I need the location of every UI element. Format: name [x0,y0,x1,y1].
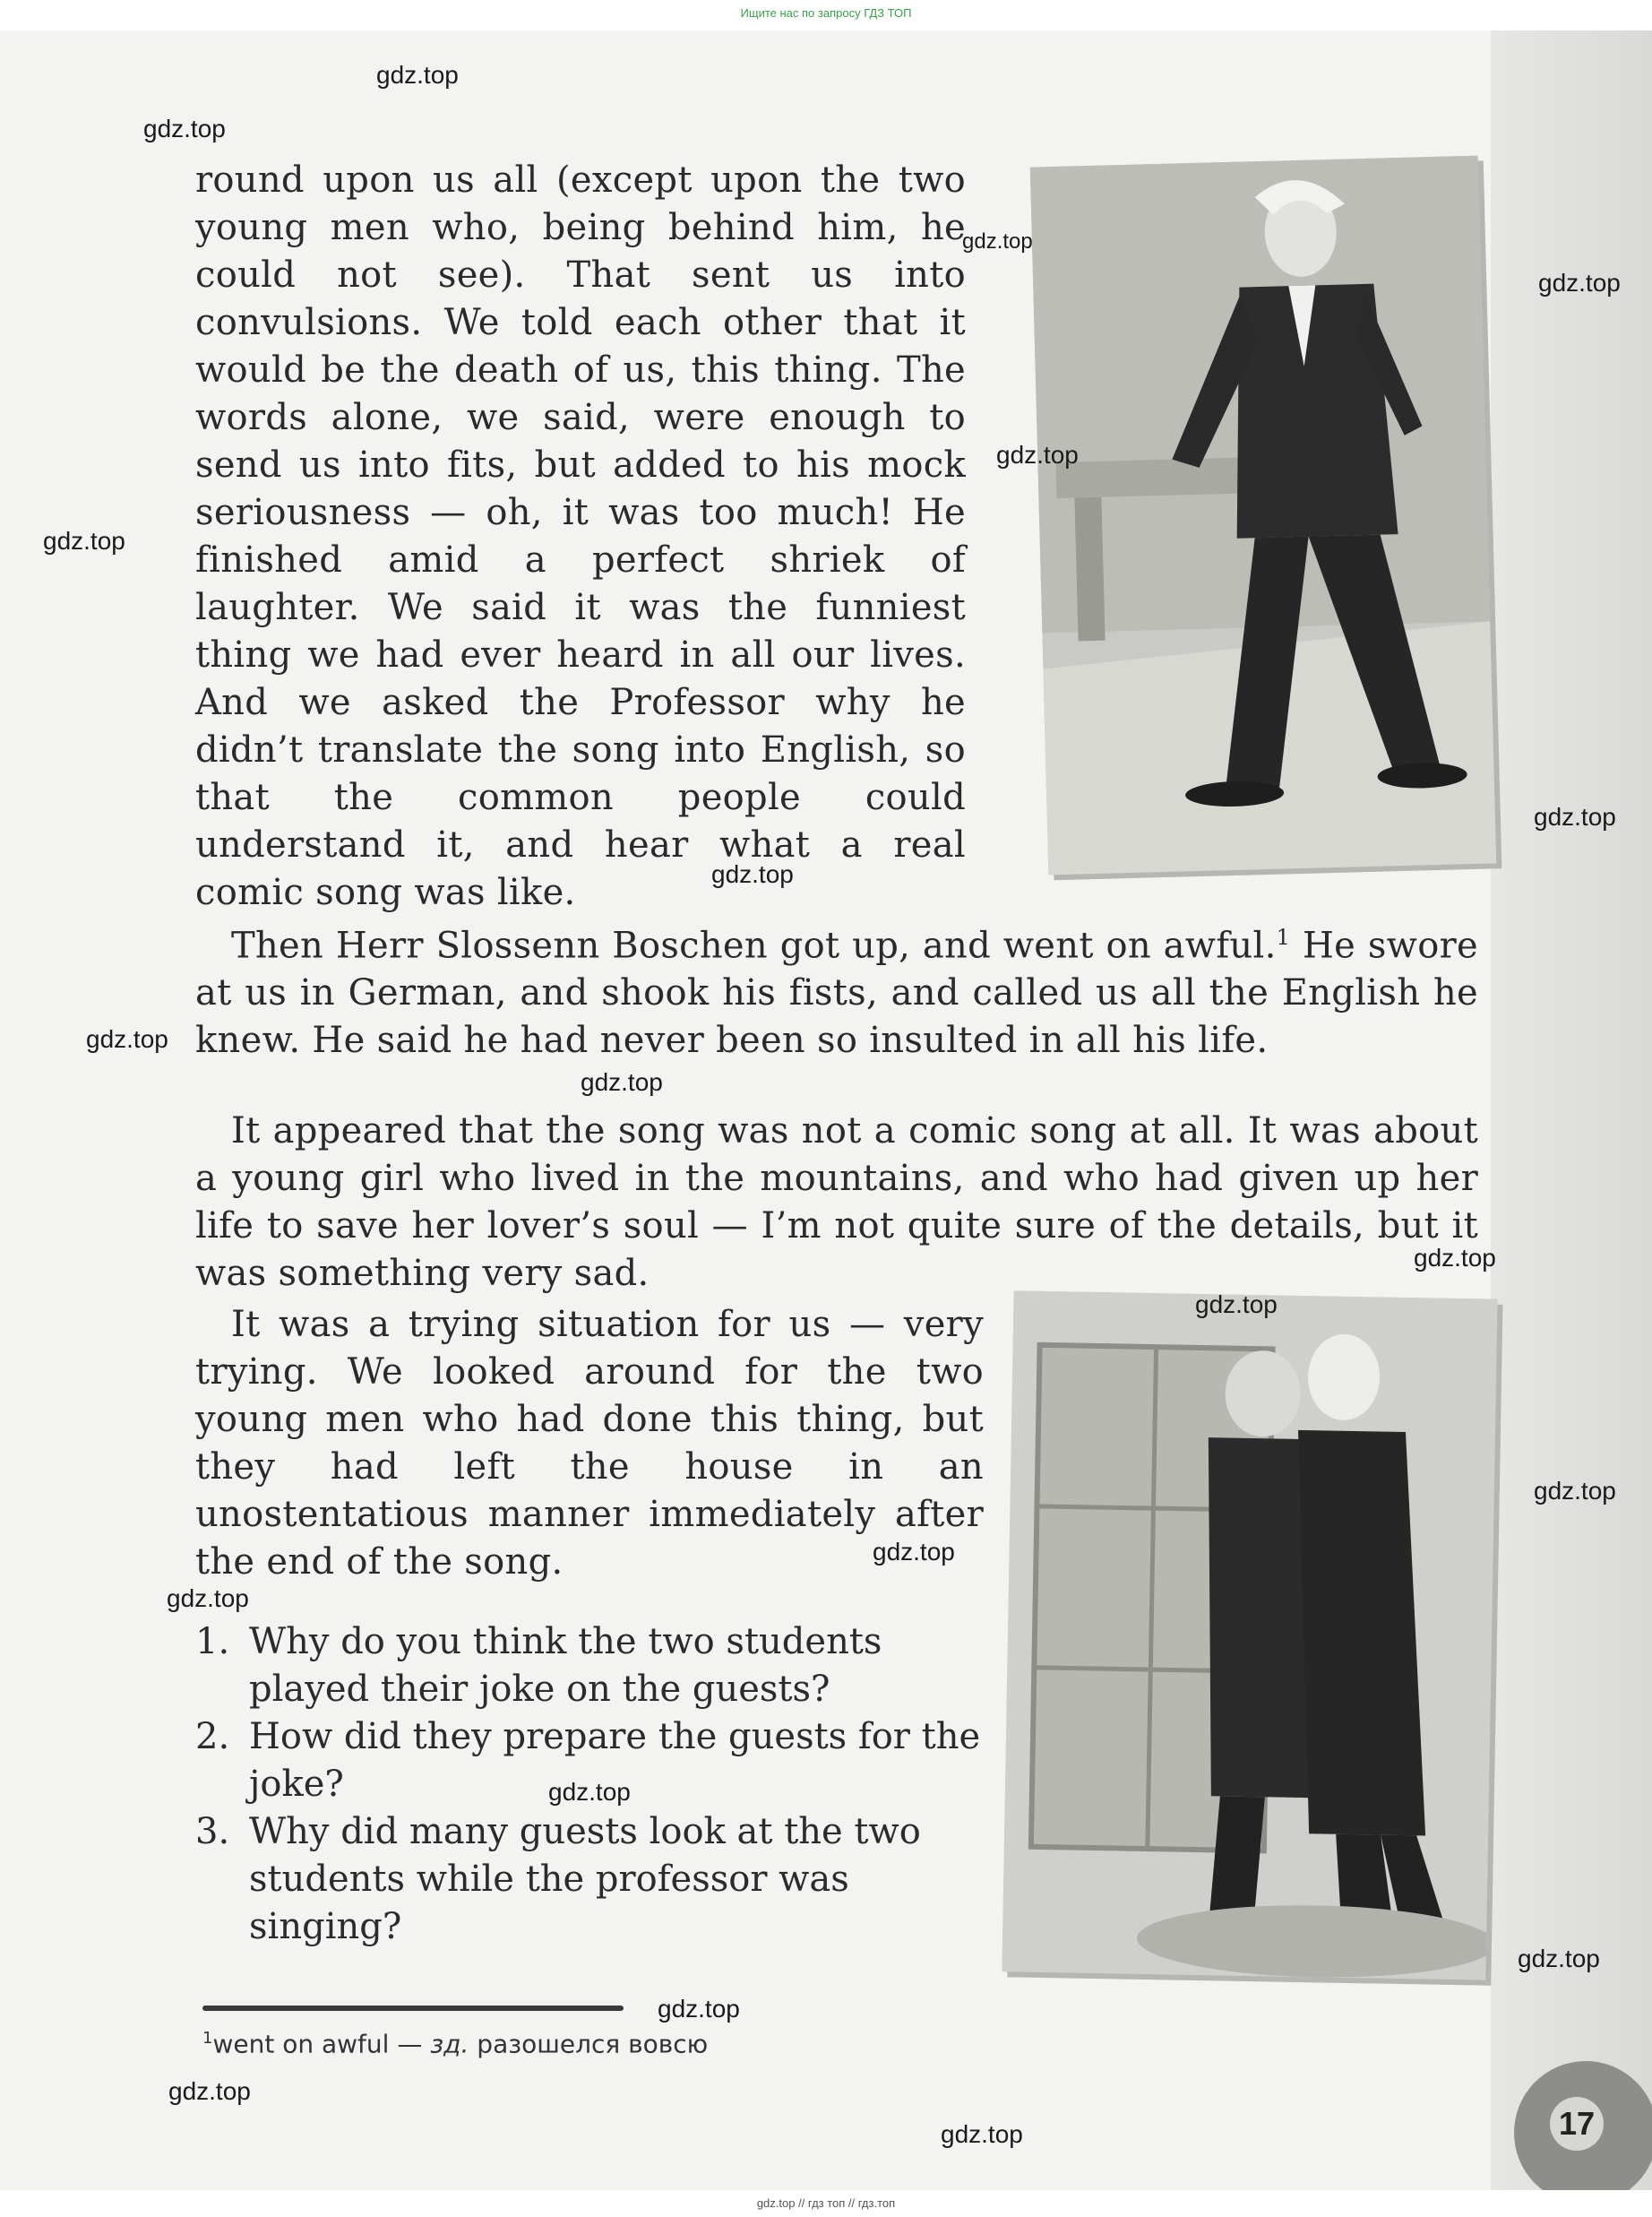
footnote-divider [202,2006,624,2011]
professor-illustration [1030,156,1497,876]
paragraph-2 [195,914,1478,1065]
question-item [195,1618,984,1713]
footnote-abbr: зд. [430,2029,469,2059]
footnote-marker: 1 [202,2029,213,2048]
footnote [202,2029,708,2058]
bottom-banner: gdz.top // гдз топ // гдз.топ [0,2190,1652,2217]
question-number: 1. [195,1621,230,1662]
students-drawing [1002,1290,1497,1980]
paragraph-2-start: Then Herr Slossenn Boschen got up, and went on awful. [231,925,1277,967]
paragraph-2-rest: He swore at us in German, and shook his fists, and called us all the English he knew. He said he had never been so insulted in all his life. [195,925,1478,1062]
watermark: gdz.top [581,1068,663,1096]
body-column-text [195,157,966,917]
watermark: gdz.top [711,860,794,888]
page-number: 17 [1550,2097,1604,2151]
professor-drawing [1030,156,1497,876]
watermark: gdz.top [167,1584,249,1612]
watermark: gdz.top [1538,269,1621,297]
paragraph-song-meaning [195,1108,1478,1298]
watermark: gdz.top [548,1778,631,1806]
watermark: gdz.top [1534,803,1616,831]
footnote-translation: разошелся вовсю [469,2029,709,2059]
question-text: Why did many guests look at the two students while the professor was singing? [249,1811,921,1947]
question-number: 3. [195,1811,230,1852]
watermark: gdz.top [996,441,1079,469]
footnote-term: went on awful — [212,2029,431,2059]
question-number: 2. [195,1716,230,1757]
paragraph-herr-slossenn [195,914,1478,1065]
top-banner: Ищите нас по запросу ГДЗ ТОП [0,0,1652,30]
paragraph-trying-situation [195,1301,984,1586]
watermark: gdz.top [143,115,226,142]
watermark: gdz.top [1518,1945,1600,1972]
watermark: gdz.top [962,229,1033,254]
students-illustration [1002,1290,1497,1980]
paragraph-3: It appeared that the song was not a comic song at all. It was about a young girl who lived in the mountains, and who had given up her life to save her lover’s soul — I’m not quite sure of the details, but it was something very sad. [195,1110,1478,1294]
watermark: gdz.top [43,527,125,555]
footnote-ref: 1 [1276,925,1291,950]
watermark: gdz.top [86,1025,168,1053]
paragraph-continuation: round upon us all (except upon the two young men who, being behind him, he could not see). That sent us into convulsions. We told each other that it would be the death of us, this thing. The words alone, we said, were enough to send us into fits, but added to his mock seriousness — oh, it was too much! He finished amid a perfect shriek of laughter. We said it was the funniest thing we had ever heard in all our lives. And we asked the Professor why he didn’t translate the song into English, so that the common people could understand it, and hear what a real comic song was like. [195,160,966,913]
question-text: Why do you think the two students played their joke on the guests? [249,1621,882,1710]
watermark: gdz.top [168,2077,251,2105]
watermark: gdz.top [873,1538,955,1566]
paragraph-4: It was a trying situation for us — very trying. We looked around for the two young men who had done this thing, but they had left the house in an unostentatious manner immediately after the end of the song. [195,1304,984,1583]
watermark: gdz.top [376,61,459,89]
watermark: gdz.top [1195,1290,1278,1318]
watermark: gdz.top [658,1995,740,2023]
watermark: gdz.top [941,2120,1023,2148]
question-item [195,1808,984,1951]
watermark: gdz.top [1414,1244,1496,1272]
page-edge-strip [1491,0,1652,2217]
question-text: How did they prepare the guests for the joke? [249,1716,981,1805]
watermark: gdz.top [1534,1477,1616,1505]
